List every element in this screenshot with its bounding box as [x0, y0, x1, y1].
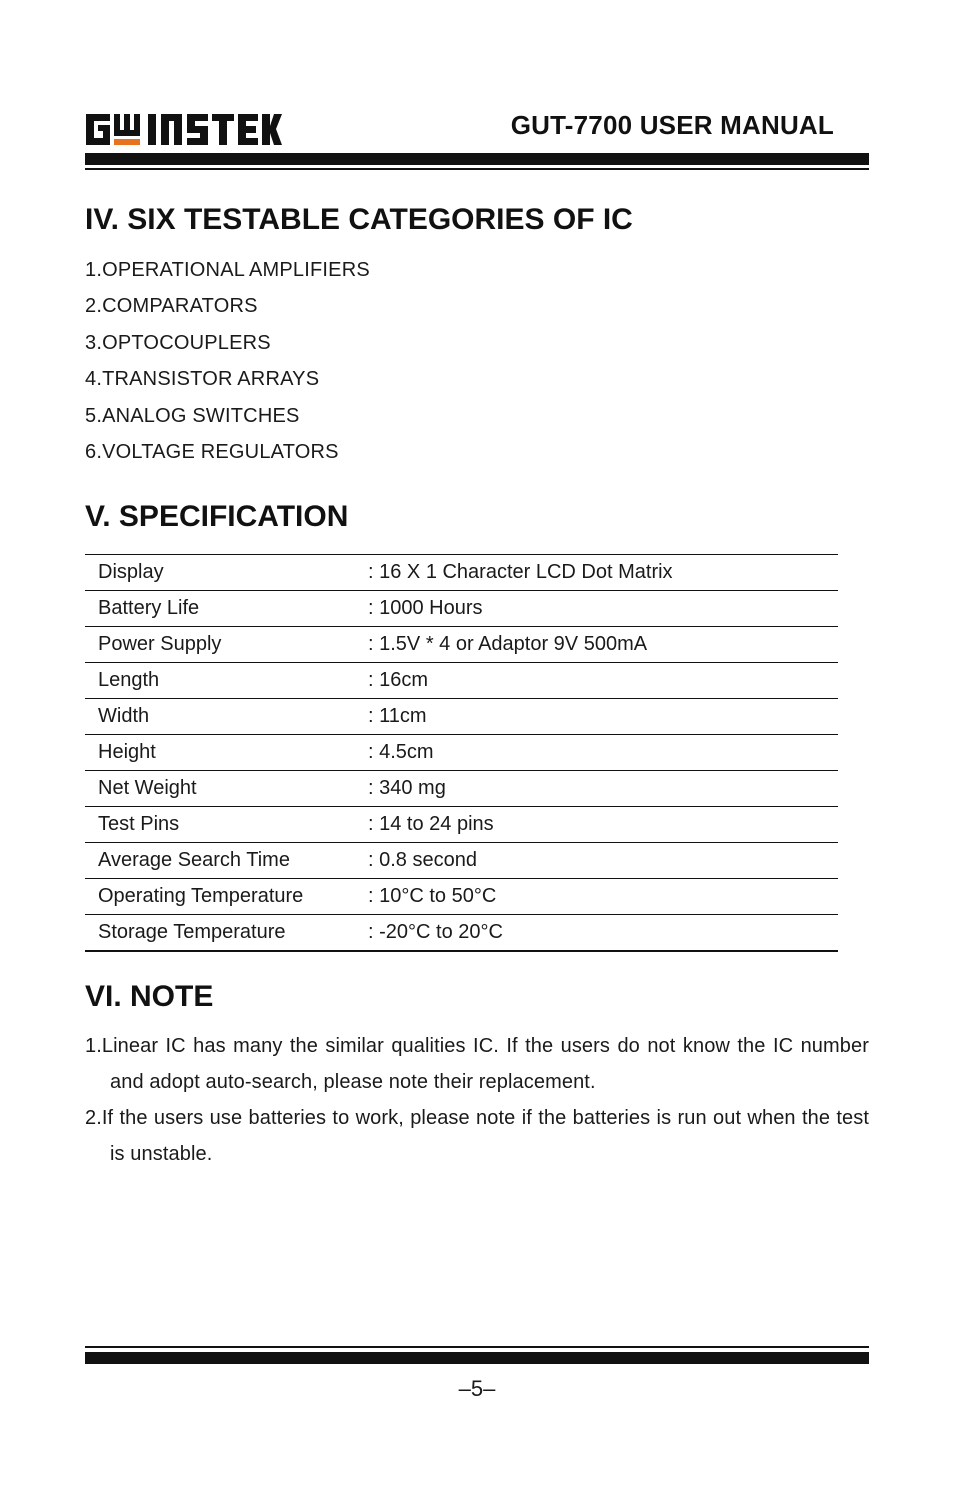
spec-value: : 4.5cm [368, 735, 838, 771]
list-item: 6.VOLTAGE REGULATORS [85, 440, 339, 463]
list-item: 2.COMPARATORS [85, 295, 258, 318]
footer-rule-thick [85, 1352, 869, 1364]
footer-rule-thin [85, 1346, 869, 1348]
table-row [85, 699, 838, 735]
spec-key: Width [85, 699, 368, 735]
section-vi-heading: VI. NOTE [85, 980, 214, 1013]
spec-key: Battery Life [85, 591, 368, 627]
spec-value: : 1000 Hours [368, 591, 838, 627]
spec-value: : 11cm [368, 699, 838, 735]
section-v-heading: V. SPECIFICATION [85, 500, 349, 533]
manual-title: GUT-7700 USER MANUAL [510, 110, 834, 140]
note-item: 2.If the users use batteries to work, please note if the batteries is run out when the test is unstable. [85, 1107, 869, 1165]
spec-key: Length [85, 663, 368, 699]
list-item: 5.ANALOG SWITCHES [85, 404, 300, 427]
spec-value: : 1.5V * 4 or Adaptor 9V 500mA [368, 627, 838, 663]
note-list [85, 1028, 869, 1172]
spec-value: : 14 to 24 pins [368, 807, 838, 843]
spec-key: Power Supply [85, 627, 368, 663]
spec-value: : 16cm [368, 663, 838, 699]
list-item: 3.OPTOCOUPLERS [85, 331, 271, 354]
note-item: 1.Linear IC has many the similar qualities IC. If the users do not know the IC number and adopt auto-search, please note their replacement. [85, 1035, 869, 1093]
spec-value: : 10°C to 50°C [368, 879, 838, 915]
table-row [85, 879, 838, 915]
category-list [85, 255, 370, 473]
spec-value: : 0.8 second [368, 843, 838, 879]
section-iv-heading: IV. SIX TESTABLE CATEGORIES OF IC [85, 203, 633, 236]
table-row [85, 555, 838, 591]
gw-instek-logo [84, 110, 284, 150]
spec-key: Test Pins [85, 807, 368, 843]
table-row [85, 771, 838, 807]
page-number: –5– [458, 1376, 496, 1401]
table-row [85, 627, 838, 663]
spec-key: Display [85, 555, 368, 591]
header-rule-thick [85, 153, 869, 165]
spec-key: Operating Temperature [85, 879, 368, 915]
table-row [85, 807, 838, 843]
header-rule-thin [85, 168, 869, 170]
spec-value: : 16 X 1 Character LCD Dot Matrix [368, 555, 838, 591]
spec-value: : 340 mg [368, 771, 838, 807]
table-row [85, 591, 838, 627]
spec-key: Net Weight [85, 771, 368, 807]
table-row [85, 663, 838, 699]
table-row [85, 915, 838, 952]
table-row [85, 735, 838, 771]
list-item: 1.OPERATIONAL AMPLIFIERS [85, 259, 370, 281]
spec-key: Height [85, 735, 368, 771]
spec-value: : -20°C to 20°C [368, 915, 838, 952]
spec-key: Storage Temperature [85, 915, 368, 952]
specification-table [85, 554, 838, 952]
spec-key: Average Search Time [85, 843, 368, 879]
list-item: 4.TRANSISTOR ARRAYS [85, 368, 320, 391]
table-row [85, 843, 838, 879]
